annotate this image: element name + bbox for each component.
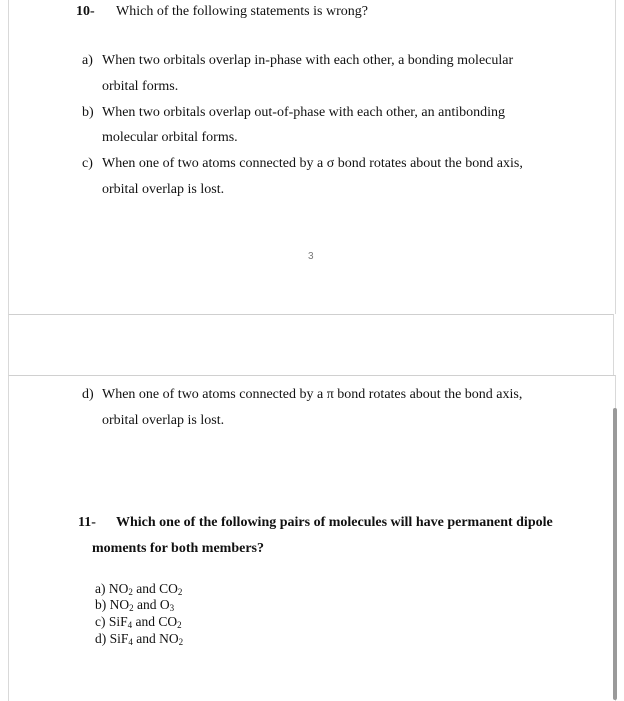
page-bottom [8, 375, 616, 701]
option-a-letter: a) [82, 53, 93, 68]
option-c-line1: When one of two atoms connected by a σ bond rotates about the bond axis, [102, 156, 523, 171]
q11-option-d-mol1-sub: 4 [128, 637, 133, 647]
q11-option-b [95, 597, 174, 613]
q11-option-c-mol1-sub: 4 [127, 620, 133, 630]
scrollbar-thumb[interactable] [613, 408, 617, 700]
q11-option-b-mid: and [133, 597, 160, 612]
option-d-line2: orbital overlap is lost. [102, 413, 225, 428]
q11-option-d [95, 631, 183, 647]
option-a-line1: When two orbitals overlap in-phase with each other, a bonding molecular [102, 53, 514, 68]
q11-option-c-mol2: CO [158, 614, 178, 629]
option-b-letter: b) [82, 105, 94, 120]
q11-option-c-letter: c) [95, 614, 106, 629]
question-11-line1: Which one of the following pairs of molecules will have permanent dipole [116, 515, 553, 530]
page-number: 3 [308, 251, 314, 262]
question-10-text: Which of the following statements is wrong? [116, 4, 368, 19]
q11-option-a-mol1-sub: 2 [128, 587, 133, 597]
q11-option-d-letter: d) [95, 631, 107, 646]
q11-option-c [95, 614, 182, 630]
q11-option-c-mid: and [132, 614, 159, 629]
q11-option-c-mol2-sub: 2 [177, 620, 182, 630]
q11-option-b-mol1: NO [109, 597, 130, 612]
q11-option-b-mol2-sub: 3 [169, 603, 175, 613]
option-c-letter: c) [82, 156, 93, 171]
q11-option-b-mol1-sub: 2 [129, 603, 134, 613]
question-10-number: 10- [76, 4, 95, 19]
q11-option-d-mol1: SiF [109, 631, 129, 646]
q11-option-b-letter: b) [95, 597, 107, 612]
option-d-letter: d) [82, 387, 94, 402]
q11-option-a-letter: a) [95, 581, 106, 596]
q11-option-d-mid: and [132, 631, 160, 646]
page-gap [8, 314, 614, 375]
question-11-number: 11- [78, 515, 96, 530]
option-b-line2: molecular orbital forms. [102, 130, 238, 145]
q11-option-a-mol2-sub: 2 [177, 587, 183, 597]
option-b-line1: When two orbitals overlap out-of-phase with each other, an antibonding [102, 105, 505, 120]
option-c-line2: orbital overlap is lost. [102, 182, 225, 197]
q11-option-a-mid: and [132, 581, 160, 596]
question-11-line2: moments for both members? [92, 541, 264, 556]
option-d-line1: When one of two atoms connected by a π bond rotates about the bond axis, [102, 387, 523, 402]
q11-option-d-mol2: NO [159, 631, 179, 646]
q11-option-b-mol2: O [159, 597, 170, 612]
q11-option-c-mol1: SiF [108, 614, 128, 629]
option-a-line2: orbital forms. [102, 79, 179, 94]
q11-option-a-mol1: NO [108, 581, 129, 596]
q11-option-a-mol2: CO [159, 581, 178, 596]
q11-option-d-mol2-sub: 2 [178, 637, 184, 647]
q11-option-a [95, 581, 182, 597]
